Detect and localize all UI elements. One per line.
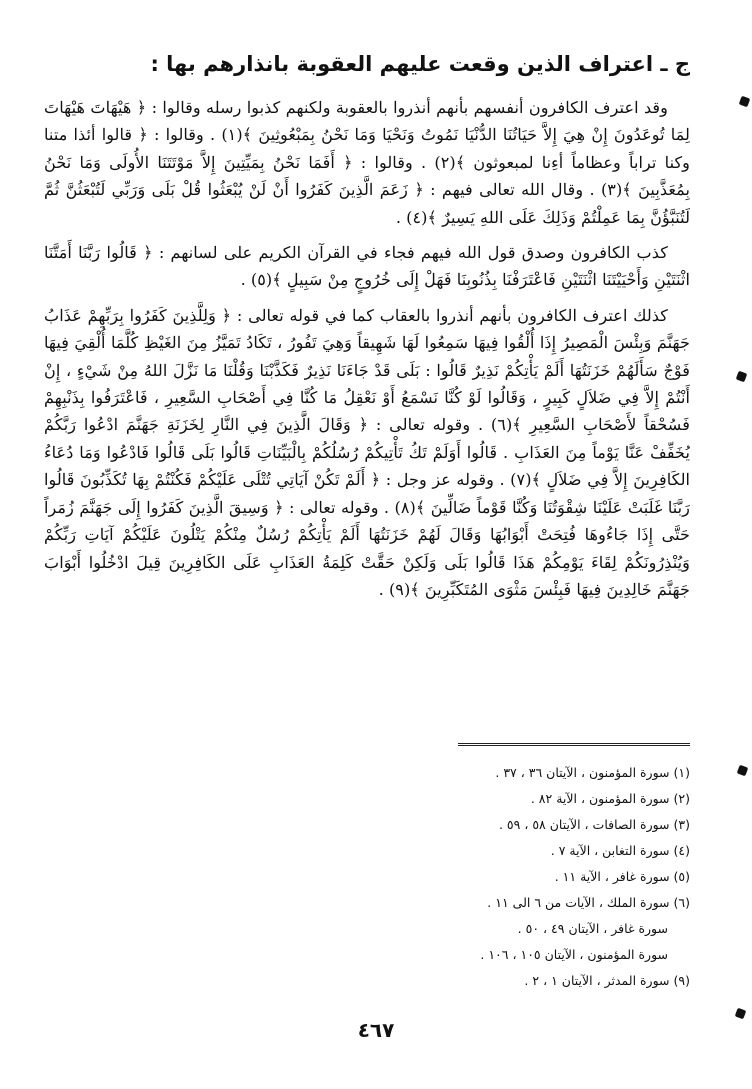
footnote-2: (٢) سورة المؤمنون ، الآية ٨٢ . (530, 791, 690, 806)
footnote-5: (٥) سورة غافر ، الآية ١١ . (554, 869, 690, 884)
body-text (44, 94, 690, 611)
footnote-7: سورة غافر ، الآيتان ٤٩ ، ٥٠ . (517, 921, 668, 936)
footnote-6: (٦) سورة الملك ، الآيات من ٦ الى ١١ . (487, 895, 690, 910)
footnote-separator (458, 743, 690, 746)
paragraph-3: كذلك اعترف الكافرون بأنهم أنذروا بالعقاب كما في قوله تعالى : ﴿ وَلِلَّذِينَ كَفَرُوا بِرَبِّهِمْ عَذَابُ جَهَنَّمَ وَبِئْسَ الْمَصِيرُ إِذَا أُلْقُوا فِيهَا سَمِعُوا لَهَا شَهِيقاً وَهِيَ تَفُورُ ، تَكَادُ تَمَيَّزُ مِنَ الغَيْظِ كُلَّمَا أُلْقِيَ فِيهَا فَوْجٌ سَأَلَهُمْ خَزَنَتُهَا أَلَمْ يَأْتِكُمْ نَذِيرٌ قَالُوا : بَلَى قَدْ جَاءَنَا نَذِيرٌ فَكَذَّبْنَا وَقُلْنَا مَا نَزَّلَ اللهُ مِنْ شَيْءٍ ، إِنْ أَنْتُمْ إِلاَّ فِي ضَلاَلٍ كَبِيرٍ ، وَقَالُوا لَوْ كُنَّا نَسْمَعُ أَوْ نَعْقِلُ مَا كُنَّا فِي أَصْحَابِ السَّعِيرِ ، فَاعْتَرَفُوا بِذَنْبِهِمْ فَسُحْقاً لأَصْحَابِ السَّعِيرِ ﴾(٦) . وقوله تعالى : ﴿ وَقَالَ الَّذِينَ فِي النَّارِ لِخَزَنَةِ جَهَنَّمَ ادْعُوا رَبَّكُمْ يُخَفِّفْ عَنَّا يَوْماً مِنَ العَذَابِ . قَالُوا أَوَلَمْ تَكُ تَأْتِيكُمْ رُسُلُكُمْ بِالْبَيِّنَاتِ قَالُوا بَلَى قَالُوا فَادْعُوا وَمَا دُعَاءُ الكَافِرِينَ إِلاَّ فِي ضَلاَلٍ ﴾(٧) . وقوله عز وجل : ﴿ أَلَمْ تَكُنْ آيَاتِي تُتْلَى عَلَيْكُمْ فَكُنْتُمْ بِهَا تُكَذِّبُونَ قَالُوا رَبَّنَا غَلَبَتْ عَلَيْنَا شِقْوَتُنَا وَكُنَّا قَوْماً ضَالِّينَ ﴾(٨) . وقوله تعالى : ﴿ وَسِيقَ الَّذِينَ كَفَرُوا إِلَى جَهَنَّمَ زُمَراً حَتَّى إِذَا جَاءُوهَا فُتِحَتْ أَبْوَابُهَا وَقَالَ لَهُمْ خَزَنَتُهَا أَلَمْ يَأْتِكُمْ رُسُلٌ مِنْكُمْ يَتْلُونَ عَلَيْكُمْ آيَاتِ رَبِّكُمْ وَيُنْذِرُونَكُمْ لِقَاءَ يَوْمِكُمْ هَذَا قَالُوا بَلَى وَلَكِنْ حَقَّتْ كَلِمَةُ العَذَابِ عَلَى الكَافِرِينَ قِيلَ ادْخُلُوا أَبْوَابَ جَهَنَّمَ خَالِدِينَ فِيهَا فَبِئْسَ مَثْوَى المُتَكَبِّرِينَ ﴾(٩) . (44, 305, 690, 599)
section-heading: ج ـ اعتراف الذين وقعت عليهم العقوبة بانذارهم بها : (150, 52, 690, 76)
paragraph-1: وقد اعترف الكافرون أنفسهم بأنهم أنذروا بالعقوبة ولكنهم كذبوا رسله وقالوا : ﴿ هَيْهَاتَ هَيْهَاتَ لِمَا تُوعَدُونَ إِنْ هِيَ إِلاَّ حَيَاتُنَا الدُّنْيَا نَمُوتُ وَنَحْيَا وَمَا نَحْنُ بِمَبْعُوثِينَ ﴾(١) . وقالوا : ﴿ قالوا أئذا متنا وكنا تراباً وعظاماً أءِنا لمبعوثون ﴾(٢) . وقالوا : ﴿ أَفَمَا نَحْنُ بِمَيِّتِينَ إِلاَّ مَوْتَتَنَا الأُولَى وَمَا نَحْنُ بِمُعَذَّبِينَ ﴾(٣) . وقال الله تعالى فيهم : ﴿ زَعَمَ الَّذِينَ كَفَرُوا أَنْ لَنْ يُبْعَثُوا قُلْ بَلَى وَرَبِّي لَتُبْعَثُنَّ ثُمَّ لَتُنَبَّؤُنَّ بِمَا عَمِلْتُمْ وَذَلِكَ عَلَى اللهِ يَسِيرٌ ﴾(٤) . (44, 98, 690, 227)
page-number: ٤٦٧ (357, 1018, 395, 1042)
footnote-4: (٤) سورة التغابن ، الآية ٧ . (550, 843, 690, 858)
footnote-1: (١) سورة المؤمنون ، الآيتان ٣٦ ، ٣٧ . (495, 765, 690, 780)
binding-mark (737, 765, 749, 777)
binding-mark (739, 96, 751, 108)
footnote-8: سورة المؤمنون ، الآيتان ١٠٥ ، ١٠٦ . (480, 947, 668, 962)
binding-mark (736, 371, 748, 383)
paragraph-2: كذب الكافرون وصدق قول الله فيهم فجاء في القرآن الكريم على لسانهم : ﴿ قَالُوا رَبَّنَا أَمَتَّنَا اثْنَتَيْنِ وَأَحْيَيْتَنَا اثْنَتَيْنِ فَاعْتَرَفْنَا بِذُنُوبِنَا فَهَلْ إِلَى خُرُوجٍ مِنْ سَبِيلٍ ﴾(٥) . (44, 243, 690, 290)
footnote-3: (٣) سورة الصافات ، الآيتان ٥٨ ، ٥٩ . (498, 817, 690, 832)
footnote-9: (٩) سورة المدثر ، الآيتان ١ ، ٢ . (524, 973, 690, 988)
footnotes (270, 760, 690, 994)
